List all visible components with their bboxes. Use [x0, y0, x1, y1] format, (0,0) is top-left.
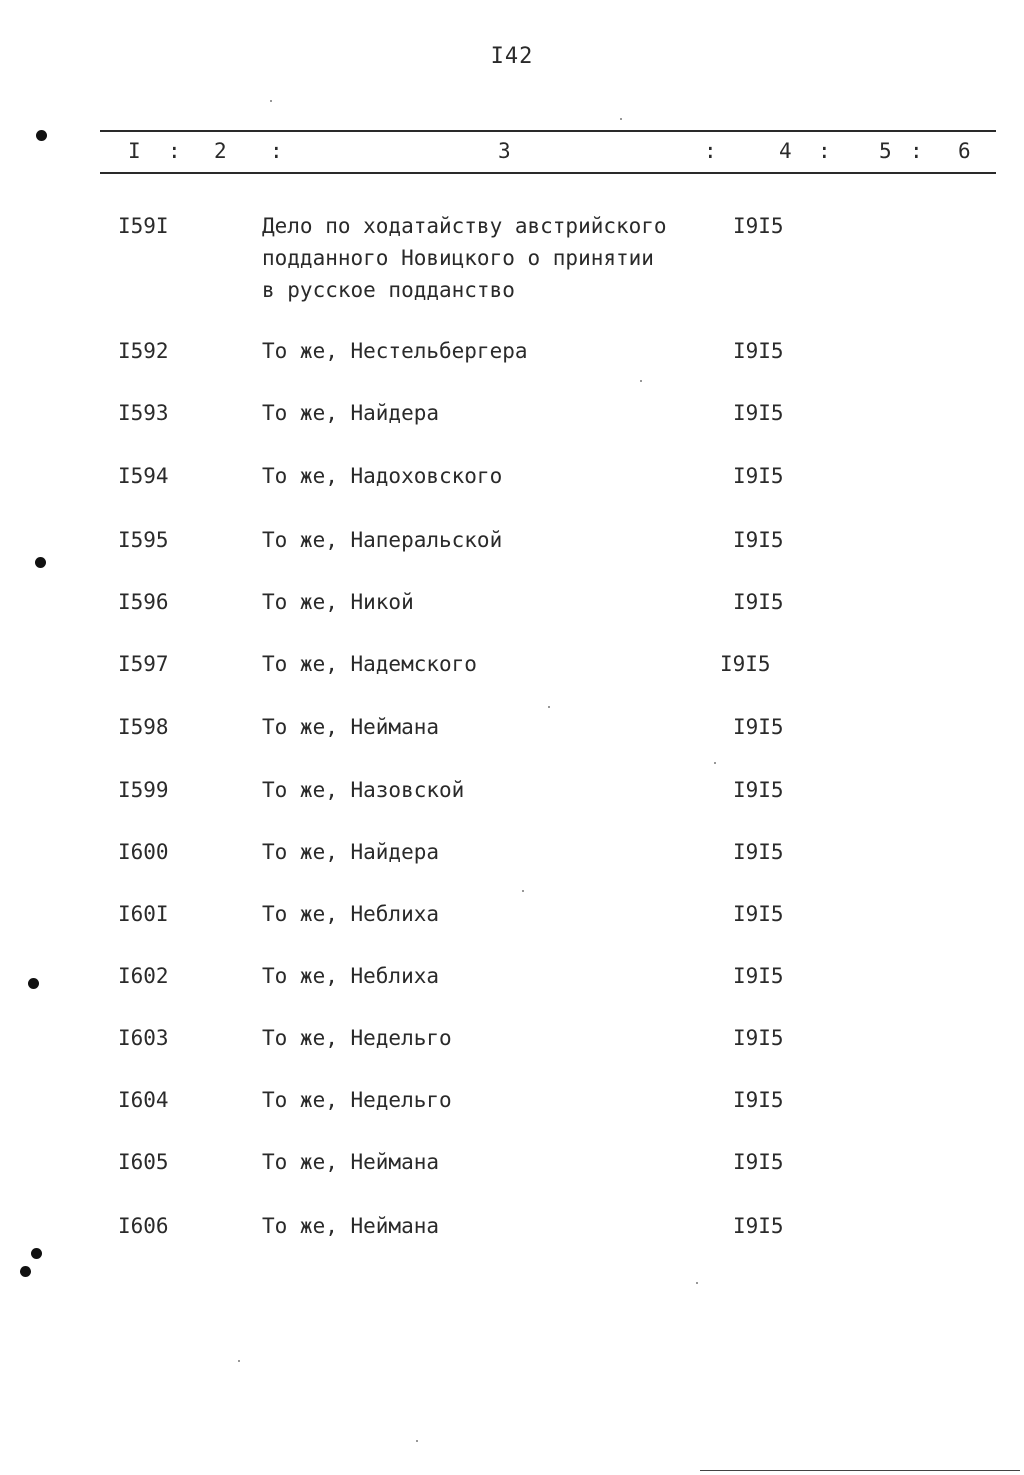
- item-year: I9I5: [733, 528, 784, 552]
- item-number: I60I: [118, 902, 169, 926]
- scan-speck: [416, 1440, 418, 1442]
- item-title: То же, Неймана: [262, 1150, 440, 1174]
- item-title: То же, Назовской: [262, 778, 465, 802]
- page-number: I42: [490, 44, 534, 69]
- item-number: I602: [118, 964, 169, 988]
- scan-speck: [522, 890, 524, 892]
- item-number: I603: [118, 1026, 169, 1050]
- header-col-2: 2: [214, 139, 227, 163]
- item-number: I606: [118, 1214, 169, 1238]
- item-number: I596: [118, 590, 169, 614]
- item-number: I605: [118, 1150, 169, 1174]
- header-col-1: I: [128, 139, 141, 163]
- item-year: I9I5: [720, 652, 771, 676]
- item-year: I9I5: [733, 902, 784, 926]
- page-edge-line: [700, 1470, 1020, 1471]
- header-separator: :: [270, 139, 283, 163]
- item-year: I9I5: [733, 1150, 784, 1174]
- item-number: I59I: [118, 214, 169, 238]
- item-year: I9I5: [733, 715, 784, 739]
- item-year: I9I5: [733, 964, 784, 988]
- item-number: I595: [118, 528, 169, 552]
- item-title: То же, Наперальской: [262, 528, 503, 552]
- item-title: То же, Неблиха: [262, 902, 440, 926]
- punch-hole-mark: [31, 1248, 42, 1259]
- item-number: I593: [118, 401, 169, 425]
- item-title: То же, Найдера: [262, 840, 440, 864]
- scan-speck: [696, 1282, 698, 1284]
- item-number: I604: [118, 1088, 169, 1112]
- scan-speck: [238, 1360, 240, 1362]
- item-title: То же, Неймана: [262, 715, 440, 739]
- header-col-6: 6: [958, 139, 971, 163]
- item-year: I9I5: [733, 464, 784, 488]
- item-year: I9I5: [733, 840, 784, 864]
- item-title: То же, Неблиха: [262, 964, 440, 988]
- item-title: То же, Неймана: [262, 1214, 440, 1238]
- item-number: I599: [118, 778, 169, 802]
- item-number: I597: [118, 652, 169, 676]
- scan-speck: [714, 762, 716, 764]
- item-year: I9I5: [733, 590, 784, 614]
- scan-speck: [640, 380, 642, 382]
- punch-hole-mark: [20, 1266, 31, 1277]
- scan-speck: [620, 118, 622, 120]
- item-title: То же, Надоховского: [262, 464, 503, 488]
- item-year: I9I5: [733, 1088, 784, 1112]
- header-bottom-rule: [100, 172, 996, 174]
- item-title: То же, Найдера: [262, 401, 440, 425]
- column-header: [0, 139, 1024, 167]
- header-separator: :: [818, 139, 831, 163]
- item-title: То же, Никой: [262, 590, 414, 614]
- header-top-rule: [100, 130, 996, 132]
- scan-speck: [270, 100, 272, 102]
- item-number: I594: [118, 464, 169, 488]
- header-separator: :: [910, 139, 923, 163]
- header-col-3: 3: [498, 139, 511, 163]
- header-separator: :: [168, 139, 181, 163]
- header-col-4: 4: [779, 139, 792, 163]
- item-year: I9I5: [733, 339, 784, 363]
- item-year: I9I5: [733, 214, 784, 238]
- header-separator: :: [704, 139, 717, 163]
- item-title: То же, Нестельбергера: [262, 339, 528, 363]
- scan-speck: [548, 706, 550, 708]
- punch-hole-mark: [28, 978, 39, 989]
- item-year: I9I5: [733, 1026, 784, 1050]
- item-number: I592: [118, 339, 169, 363]
- item-number: I598: [118, 715, 169, 739]
- item-title: То же, Надемского: [262, 652, 477, 676]
- punch-hole-mark: [35, 557, 46, 568]
- item-year: I9I5: [733, 1214, 784, 1238]
- item-title: То же, Недельго: [262, 1026, 452, 1050]
- header-col-5: 5: [879, 139, 892, 163]
- item-year: I9I5: [733, 401, 784, 425]
- item-title: То же, Недельго: [262, 1088, 452, 1112]
- punch-hole-mark: [36, 130, 47, 141]
- item-number: I600: [118, 840, 169, 864]
- item-year: I9I5: [733, 778, 784, 802]
- item-title: Дело по ходатайству австрийского подданного Новицкого о принятии в русское подданство: [262, 214, 667, 302]
